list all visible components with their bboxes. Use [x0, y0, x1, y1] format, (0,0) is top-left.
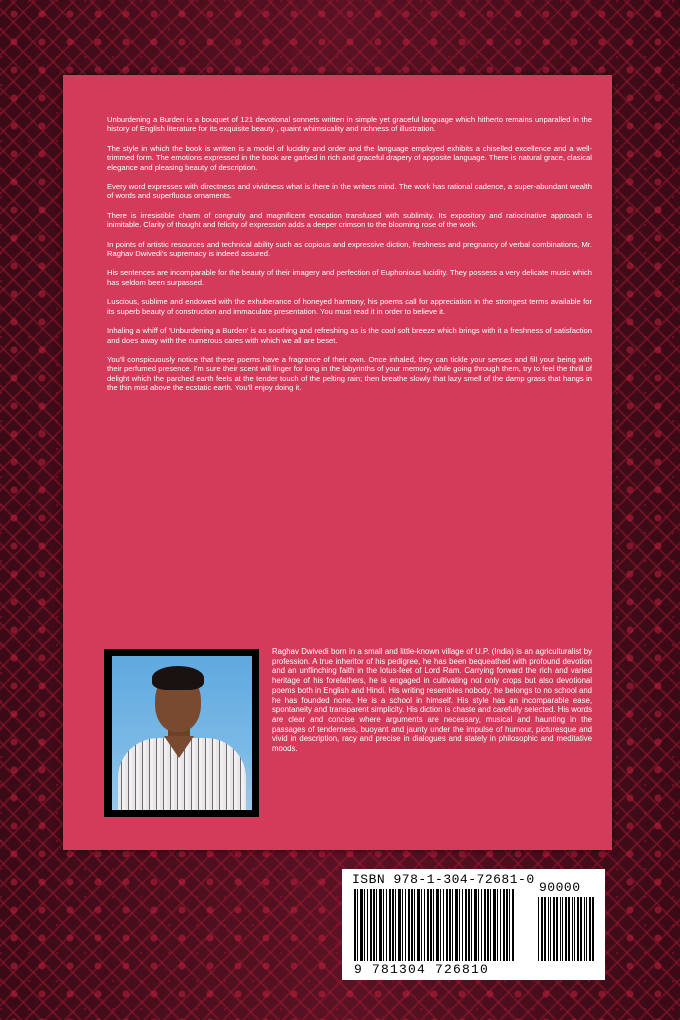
- blurb-paragraph: Inhaling a whiff of 'Unburdening a Burden' is as soothing and refreshing as is the cool soft breeze which brings with it a freshness of satisfaction and does away with the numerous cares with which we all are beset.: [107, 326, 592, 345]
- blurb-paragraph: The style in which the book is written is a model of lucidity and order and the language employed exhibits a chiselled excellence and a well-trimmed form. The emotions expressed in the book are garbed in rich and graceful drapery of apposite language. There is natural grace, clasical elegance and pleasing beauty of description.: [107, 143, 592, 172]
- photo-hair: [152, 666, 204, 690]
- blurb-paragraph: In points of artistic resources and technical ability such as copious and expressive diction, freshness and pregnancy of verbal combinations, Mr. Raghav Dwivedi's supremacy is indeed assured.: [107, 239, 592, 259]
- isbn-label: ISBN 978-1-304-72681-0: [352, 872, 535, 887]
- barcode-bars: [354, 889, 514, 961]
- isbn-barcode: [342, 869, 605, 980]
- back-cover-panel: [63, 75, 612, 850]
- author-photo: [112, 656, 252, 810]
- blurb-paragraph: Luscious, sublime and endowed with the exhuberance of honeyed harmony, his poems call for appreciation in the strongest terms available for its superb beauty of construction and immaculate presentation. You must read it in order to believe it.: [107, 297, 592, 316]
- barcode-digits: 9 781304 726810: [354, 962, 490, 977]
- price-code: 90000: [539, 880, 581, 895]
- book-blurb: [107, 115, 592, 403]
- author-photo-frame: [104, 649, 259, 817]
- blurb-paragraph: His sentences are incomparable for the beauty of their imagery and perfection of Euphonious lucidity. They possess a very delicate music which has seldom been surpassed.: [107, 268, 592, 287]
- blurb-paragraph: Unburdening a Burden is a bouquet of 121 devotional sonnets written in simple yet graceful language which hitherto remains unparalled in the history of English literature for its exquisite beauty , quaint whimsicality and richness of illustration.: [107, 115, 592, 134]
- blurb-paragraph: Every word expresses with directness and vividness what is there in the writers mind. The work has rational cadence, a super-abundant wealth of words and superfluous ornaments.: [107, 182, 592, 201]
- author-bio: Raghav Dwivedi born in a small and little-known village of U.P. (India) is an agriculturalist by profession. A true inheritor of his pedigree, he has been bequeathed with profound devotion and an unflinching faith in the lotus-feet of Lord Ram. Carrying forward the rich and varied heritage of his forefathers, he is engaged in cultivating not only crops but also devotional poems both in English and Hindi. His writing resembles nobody, he belongs to no school and he has founded none. He is a school in himself. His style has an incomparable ease, spontaneity and transparent simplicity. His diction is chaste and carefully selected. His words are clear and concise where arguments are necessary, musical and haunting in the passages of tenderness, buoyant and jaunty under the impulse of humour, picturesque and vivid in description, racy and precise in dialogues and stately in philosophic and meditative moods.: [272, 647, 592, 754]
- barcode-addon-bars: [538, 897, 596, 961]
- blurb-paragraph: There is irresistible charm of congruity and magnificent evocation transfused with sublimity. Its expository and ratiocinative approach is inimitable. Clarity of thought and felicity of expression adds a deeper crimson to the blooming rose of the work.: [107, 210, 592, 230]
- blurb-paragraph: You'll conspicuously notice that these poems have a fragrance of their own. Once inhaled, they can tickle your senses and fill your being with their perfumed presence. I'm sure their scent will linger for long in the labyrinths of your memory, while going through them, try to feel the thrill of delight which the parched earth feels at the tender touch of the pelting rain; then breathe slowly that lazy smell of the damp grass that hangs in the thin mist above the ecstatic earth. You'll enjoy doing it.: [107, 354, 592, 393]
